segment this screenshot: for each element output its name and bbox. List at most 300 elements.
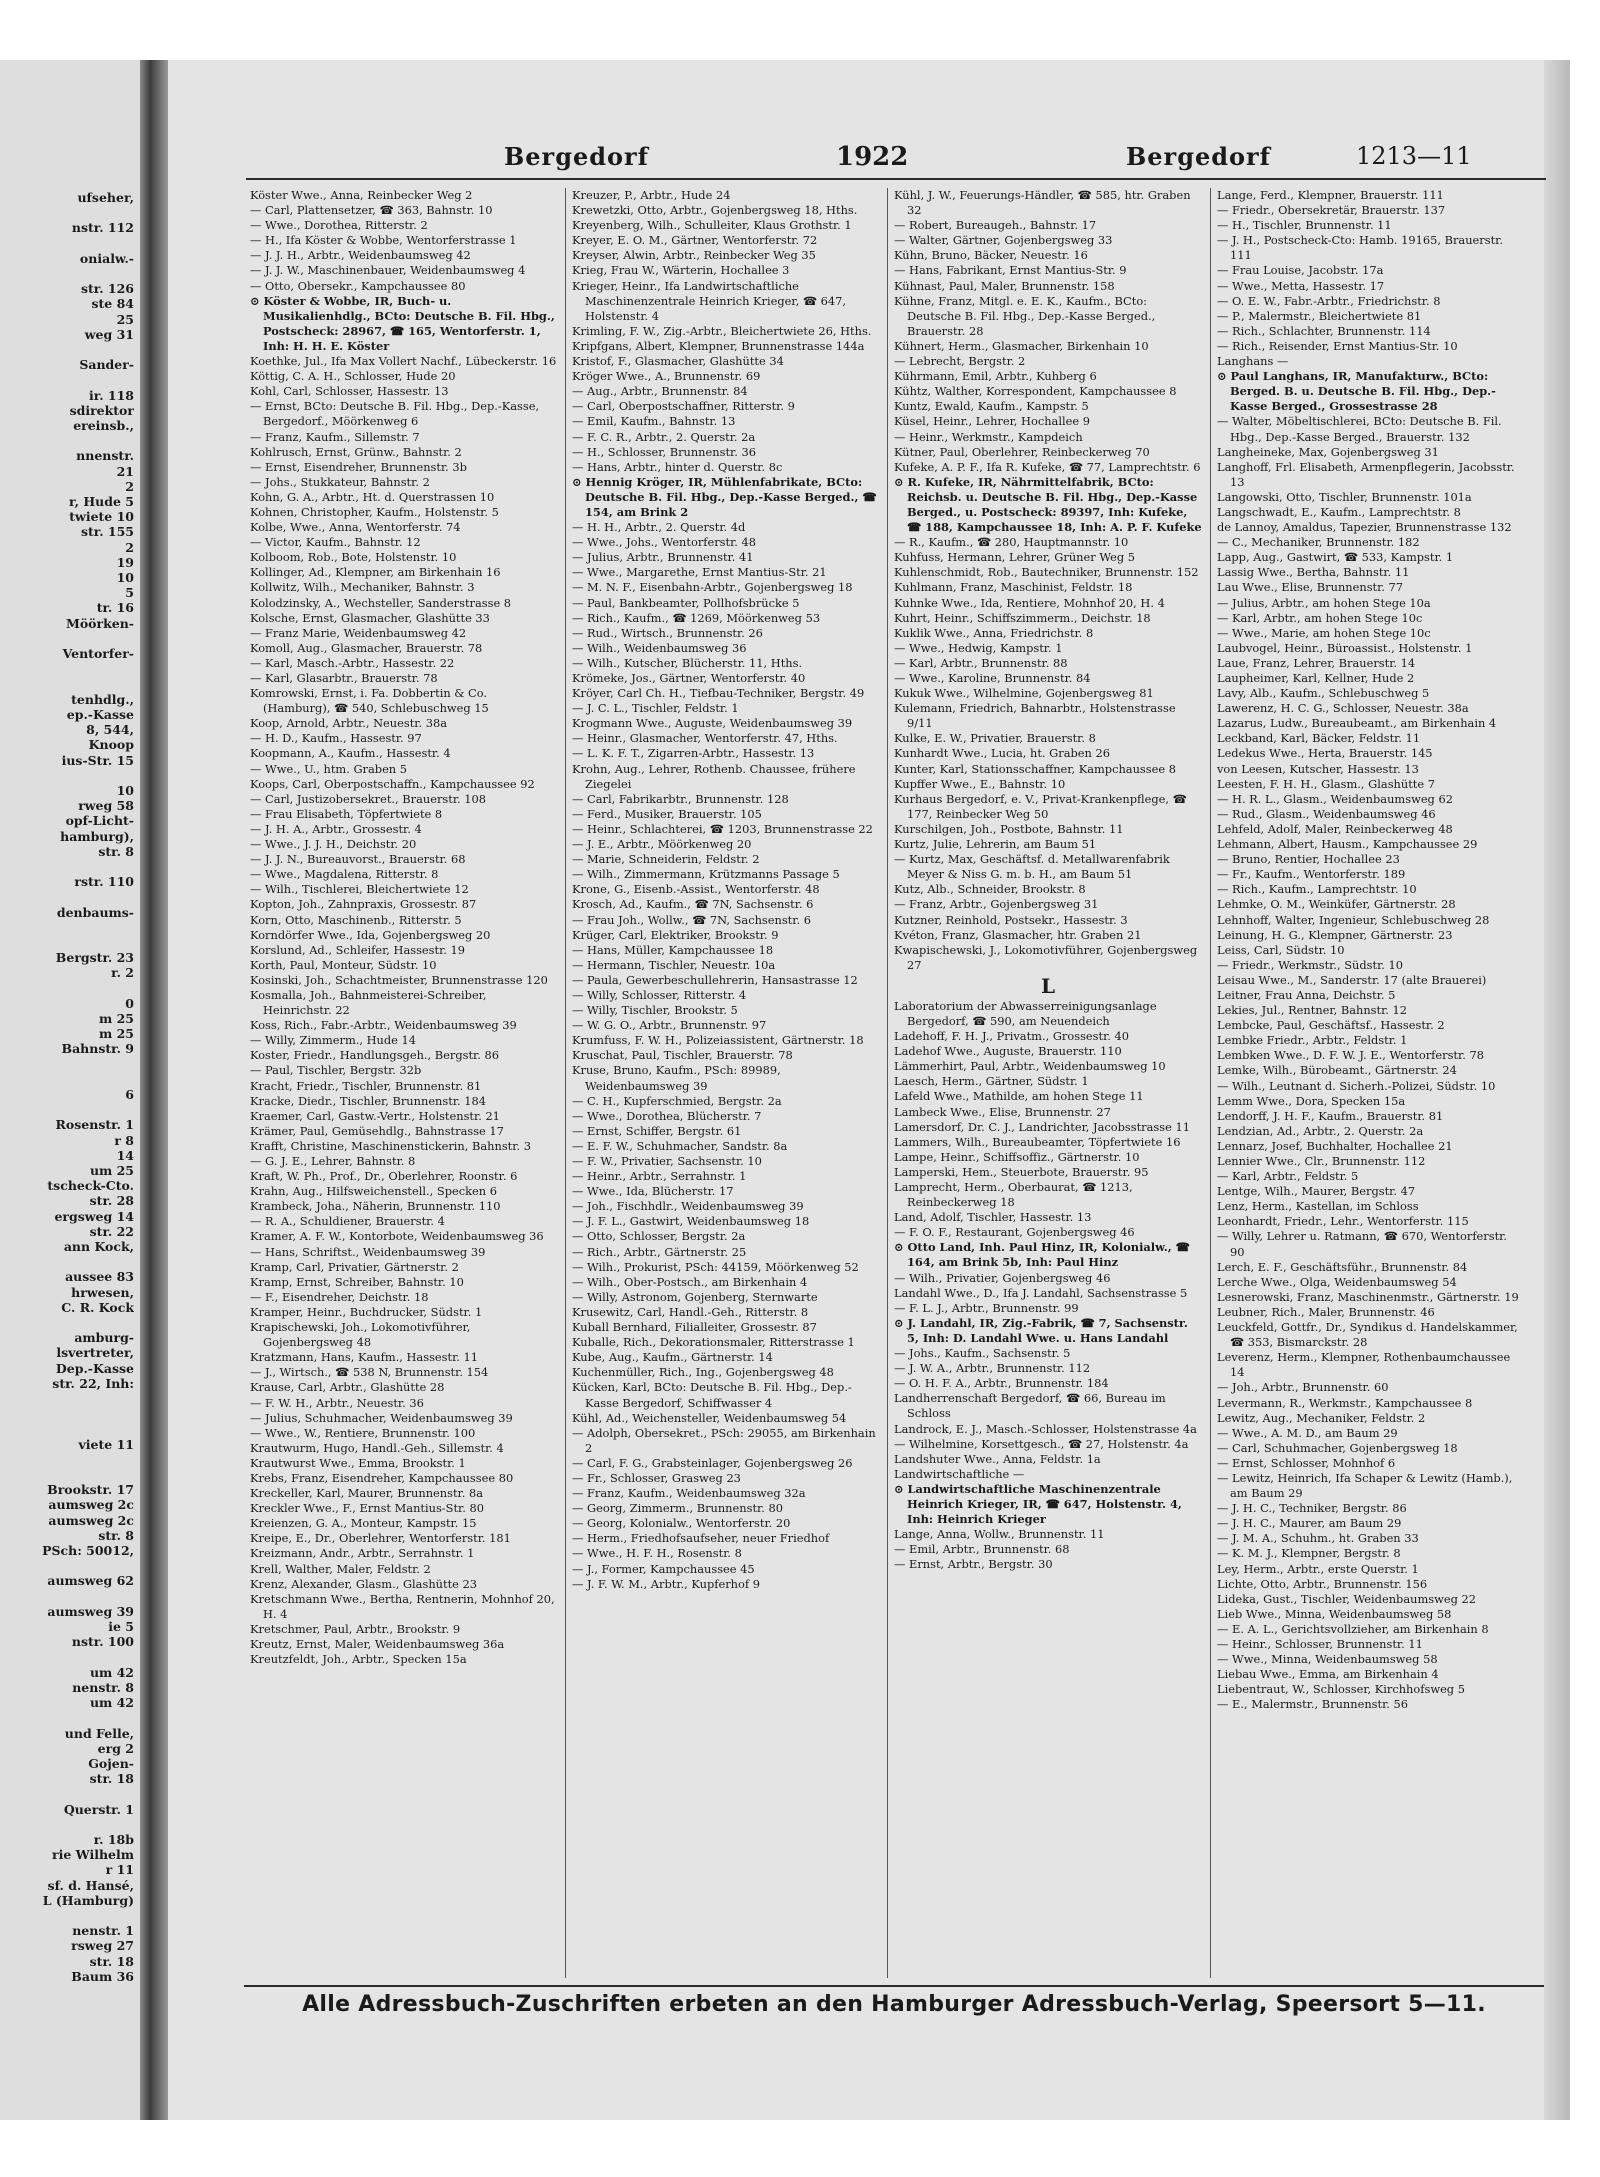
fragment-line: erg 2 — [97, 1740, 134, 1756]
directory-entry: Leisau Wwe., M., Sanderstr. 17 (alte Brauerei) — [1217, 972, 1487, 987]
directory-entry: — Wwe., Minna, Weidenbaumsweg 58 — [1217, 1652, 1438, 1667]
directory-entry: — Georg, Zimmerm., Brunnenstr. 80 — [572, 1501, 783, 1516]
fragment-line — [0, 236, 134, 251]
directory-entry: — F. W., Privatier, Sachsenstr. 10 — [572, 1154, 762, 1168]
directory-entry: — Frau Elisabeth, Töpfertwiete 8 — [250, 806, 443, 821]
publisher-notice: Alle Adressbuch-Zuschriften erbeten an den Hamburger Adressbuch-Verlag, Speersort 5—11. — [302, 1992, 1486, 2017]
directory-entry: Lembken Wwe., D. F. W. J. E., Wentorferstr. 78 — [1217, 1048, 1484, 1063]
fragment-line: 14 — [116, 1147, 134, 1163]
directory-entry: Krogmann Wwe., Auguste, Weidenbaumsweg 39 — [572, 716, 853, 731]
directory-entry: — F. O. F., Restaurant, Gojenbergsweg 46 — [894, 1225, 1135, 1240]
directory-entry: Krenz, Alexander, Glasm., Glashütte 23 — [250, 1576, 478, 1591]
header-rule — [246, 178, 1546, 180]
fragment-line: Brookstr. 17 — [47, 1482, 134, 1498]
directory-entry: Kreutzfeldt, Joh., Arbtr., Specken 15a — [250, 1652, 467, 1667]
directory-entry: — Franz, Kaufm., Weidenbaumsweg 32a — [572, 1486, 806, 1501]
directory-entry: — Wwe., H. F. H., Rosenstr. 8 — [572, 1546, 742, 1561]
directory-entry: — Rud., Wirtsch., Brunnenstr. 26 — [572, 625, 763, 640]
directory-entry: Lendorff, J. H. F., Kaufm., Brauerstr. 81 — [1217, 1108, 1444, 1123]
directory-entry: Kreyer, E. O. M., Gärtner, Wentorferstr. 72 — [572, 233, 818, 248]
fragment-line — [0, 1558, 134, 1573]
directory-entry: — Ernst, Arbtr., Bergstr. 30 — [894, 1557, 1053, 1572]
fragment-line: r 8 — [114, 1132, 134, 1148]
directory-entry: — Julius, Schuhmacher, Weidenbaumsweg 39 — [250, 1410, 513, 1425]
fragment-line: r, Hude 5 — [68, 494, 134, 510]
directory-entry: Lentge, Wilh., Maurer, Bergstr. 47 — [1217, 1184, 1416, 1199]
fragment-line: ep.-Kasse — [66, 706, 134, 722]
directory-entry: — J. J. N., Bureauvorst., Brauerstr. 68 — [250, 852, 466, 867]
directory-entry: — Wwe., W., Rentiere, Brunnenstr. 100 — [250, 1425, 476, 1440]
fragment-line: um 42 — [89, 1664, 134, 1680]
directory-entry: — Carl, Oberpostschaffner, Ritterstr. 9 — [572, 399, 795, 414]
fragment-line: str. 28 — [89, 1193, 134, 1209]
directory-entry: Krahn, Aug., Hilfsweichenstell., Specken 6 — [250, 1184, 497, 1199]
directory-entry: Kutzner, Reinhold, Postsekr., Hassestr. 3 — [894, 912, 1128, 927]
fragment-line: Dep.-Kasse — [55, 1360, 134, 1376]
facing-page-text — [0, 190, 134, 1984]
fragment-line: str. 8 — [98, 1527, 134, 1543]
directory-entry: — Wwe., Karoline, Brunnenstr. 84 — [894, 671, 1091, 685]
fragment-line: onialw.- — [79, 250, 134, 266]
directory-entry: Kripfgans, Albert, Klempner, Brunnenstrasse 144a — [572, 338, 865, 353]
directory-entry: Kücken, Karl, BCto: Deutsche B. Fil. Hbg., Dep.-Kasse Bergedorf, Schiffwasser 4 — [572, 1380, 852, 1410]
directory-entry: Landwirtschaftliche — — [894, 1466, 1025, 1481]
directory-entry: Kolbe, Wwe., Anna, Wentorferstr. 74 — [250, 520, 461, 535]
directory-entry: — Bruno, Rentier, Hochallee 23 — [1217, 852, 1400, 867]
directory-entry: — K. M. J., Klempner, Bergstr. 8 — [1217, 1546, 1401, 1561]
directory-entry: Lembcke, Paul, Geschäftsf., Hassestr. 2 — [1217, 1018, 1445, 1033]
directory-entry: — J., Wirtsch., ☎ 538 N, Brunnenstr. 154 — [250, 1365, 489, 1380]
page-header — [168, 142, 1548, 176]
fragment-line: m 25 — [99, 1010, 134, 1026]
directory-entry: — Rich., Kaufm., Lamprechtstr. 10 — [1217, 882, 1417, 897]
directory-entry: Lesnerowski, Franz, Maschinenmstr., Gärtnerstr. 19 — [1217, 1289, 1519, 1304]
directory-entry: Lennarz, Josef, Buchhalter, Hochallee 21 — [1217, 1138, 1453, 1153]
directory-entry: Korth, Paul, Monteur, Südstr. 10 — [250, 957, 437, 972]
directory-entry: Kruschat, Paul, Tischler, Brauerstr. 78 — [572, 1048, 793, 1063]
column-divider — [1210, 188, 1211, 1978]
directory-entry: Kollinger, Ad., Klempner, am Birkenhain 16 — [250, 565, 501, 580]
directory-entry: — Wilh., Zimmermann, Krützmanns Passage 5 — [572, 867, 840, 882]
fragment-line — [0, 342, 134, 357]
directory-entry: Kosinski, Joh., Schachtmeister, Brunnenstrasse 120 — [250, 972, 548, 987]
directory-entry: Kramp, Ernst, Schreiber, Bahnstr. 10 — [250, 1274, 464, 1289]
fragment-line: opf-Licht- — [65, 813, 134, 829]
fragment-line — [0, 1102, 134, 1117]
fragment-line: denbaums- — [56, 904, 134, 920]
page-shadow — [140, 60, 150, 2120]
directory-entry: Kuklik Wwe., Anna, Friedrichstr. 8 — [894, 625, 1094, 640]
directory-entry: Leuckfeld, Gottfr., Dr., Syndikus d. Handelskammer, ☎ 353, Bismarckstr. 28 — [1217, 1320, 1518, 1350]
directory-entry: — Wilhelmine, Korsettgesch., ☎ 27, Holstenstr. 4a — [894, 1436, 1189, 1451]
directory-entry: — Wwe., Metta, Hassestr. 17 — [1217, 278, 1385, 293]
directory-entry: — Robert, Bureaugeh., Bahnstr. 17 — [894, 218, 1097, 233]
fragment-line: r 11 — [105, 1862, 134, 1878]
directory-page — [168, 60, 1570, 2120]
directory-entry: Landherrenschaft Bergedorf, ☎ 66, Bureau im Schloss — [894, 1391, 1166, 1421]
directory-entry: ⊙ Landwirtschaftliche Maschinenzentrale Heinrich Krieger, IR, ☎ 647, Holstenstr. 4, Inh: Heinrich Krieger — [894, 1481, 1182, 1527]
directory-entry: Leiss, Carl, Südstr. 10 — [1217, 942, 1345, 957]
fragment-line: 0 — [125, 995, 134, 1011]
directory-entry: Kühnert, Herm., Glasmacher, Birkenhain 10 — [894, 338, 1149, 353]
directory-entry: — Willy, Zimmerm., Hude 14 — [250, 1033, 417, 1048]
fragment-line: nstr. 112 — [71, 220, 134, 236]
directory-entry: Kube, Aug., Kaufm., Gärtnerstr. 14 — [572, 1350, 773, 1365]
fragment-line — [0, 372, 134, 387]
directory-entry: — G. J. E., Lehrer, Bahnstr. 8 — [250, 1154, 416, 1168]
fragment-line: Möörken- — [66, 615, 134, 631]
fragment-line: tscheck-Cto. — [47, 1178, 134, 1194]
directory-entry: — Rud., Glasm., Weidenbaumsweg 46 — [1217, 806, 1436, 821]
fragment-line: rstr. 110 — [74, 874, 134, 890]
directory-columns — [250, 188, 1550, 1978]
fragment-line — [0, 981, 134, 996]
fragment-line: um 25 — [89, 1163, 134, 1178]
directory-entry: Lämmerhirt, Paul, Arbtr., Weidenbaumsweg 10 — [894, 1059, 1166, 1074]
directory-entry: Korslund, Ad., Schleifer, Hassestr. 19 — [250, 942, 466, 957]
directory-entry: — Johs., Stukkateur, Bahnstr. 2 — [250, 474, 430, 489]
directory-entry: Kutz, Alb., Schneider, Brookstr. 8 — [894, 882, 1086, 897]
column-4 — [1217, 188, 1525, 1978]
directory-entry: — J. F. L., Gastwirt, Weidenbaumsweg 18 — [572, 1214, 810, 1229]
directory-entry: Kolodzinsky, A., Wechsteller, Sanderstrasse 8 — [250, 595, 512, 610]
directory-entry: Kunter, Karl, Stationsschaffner, Kampchaussee 8 — [894, 761, 1176, 776]
directory-entry: Leverenz, Herm., Klempner, Rothenbaumchaussee 14 — [1217, 1350, 1511, 1380]
directory-entry: Lemm Wwe., Dora, Specken 15a — [1217, 1093, 1406, 1108]
directory-entry: ⊙ Köster & Wobbe, IR, Buch- u. Musikalienhdlg., BCto: Deutsche B. Fil. Hbg., Postscheck: 28967, ☎ 165, Wentorferstr. 1, Inh: H. H. E. Köster — [250, 293, 555, 353]
directory-entry: Kulemann, Friedrich, Bahnarbtr., Holstenstrasse 9/11 — [894, 701, 1176, 731]
directory-entry: — Heinr., Schlosser, Brunnenstr. 11 — [1217, 1637, 1423, 1651]
directory-entry: Lavy, Alb., Kaufm., Schlebuschweg 5 — [1217, 686, 1430, 701]
directory-entry: — J. H. C., Techniker, Bergstr. 86 — [1217, 1501, 1407, 1516]
directory-entry: Kraft, W. Ph., Prof., Dr., Oberlehrer, Roonstr. 6 — [250, 1169, 518, 1184]
directory-entry: Kristof, F., Glasmacher, Glashütte 34 — [572, 354, 784, 369]
directory-entry: Kwapischewski, J., Lokomotivführer, Gojenbergsweg 27 — [894, 942, 1198, 972]
directory-entry: — Marie, Schneiderin, Feldstr. 2 — [572, 852, 760, 867]
directory-entry: — Hans, Schriftst., Weidenbaumsweg 39 — [250, 1244, 486, 1259]
header-year: 1922 — [836, 142, 909, 172]
fragment-line — [0, 433, 134, 448]
directory-entry: — H., Ifa Köster & Wobbe, Wentorferstrasse 1 — [250, 233, 517, 248]
directory-entry: — J. H., Postscheck-Cto: Hamb. 19165, Brauerstr. 111 — [1217, 233, 1503, 263]
directory-entry: Krumfuss, F. W. H., Polizeiassistent, Gärtnerstr. 18 — [572, 1033, 864, 1048]
header-town-right: Bergedorf — [1126, 142, 1272, 171]
directory-entry: — J. J. H., Arbtr., Weidenbaumsweg 42 — [250, 248, 471, 263]
directory-entry: — Carl, Plattensetzer, ☎ 363, Bahnstr. 10 — [250, 203, 493, 218]
directory-entry: Krell, Walther, Maler, Feldstr. 2 — [250, 1561, 431, 1576]
directory-entry: — Karl, Masch.-Arbtr., Hassestr. 22 — [250, 655, 455, 670]
directory-entry: Lideka, Gust., Tischler, Weidenbaumsweg 22 — [1217, 1591, 1477, 1606]
directory-entry: Langschwadt, E., Kaufm., Lamprechtstr. 8 — [1217, 504, 1461, 519]
directory-entry: Lichte, Otto, Arbtr., Brunnenstr. 156 — [1217, 1576, 1428, 1591]
directory-entry: — Wwe., A. M. D., am Baum 29 — [1217, 1425, 1398, 1440]
directory-entry: Kuchenmüller, Rich., Ing., Gojenbergsweg 48 — [572, 1365, 834, 1380]
directory-entry: Laupheimer, Karl, Kellner, Hude 2 — [1217, 671, 1415, 685]
directory-entry: — Lebrecht, Bergstr. 2 — [894, 354, 1026, 369]
book-gutter — [150, 60, 168, 2120]
directory-entry: Kuhnke Wwe., Ida, Rentiere, Mohnhof 20, H. 4 — [894, 595, 1165, 610]
directory-entry: Krause, Carl, Arbtr., Glashütte 28 — [250, 1380, 445, 1395]
directory-entry: Landrock, E. J., Masch.-Schlosser, Holstenstrasse 4a — [894, 1421, 1197, 1436]
directory-entry: Lennier Wwe., Clr., Brunnenstr. 112 — [1217, 1154, 1426, 1168]
directory-entry: Kütner, Paul, Oberlehrer, Reinbeckerweg 70 — [894, 444, 1150, 459]
section-letter: L — [1040, 973, 1056, 998]
directory-entry: — Joh., Arbtr., Brunnenstr. 60 — [1217, 1380, 1389, 1395]
directory-entry: — E., Malermstr., Brunnenstr. 56 — [1217, 1697, 1409, 1712]
directory-entry: — Karl, Arbtr., Brunnenstr. 88 — [894, 655, 1068, 670]
directory-entry: — Heinr., Glasmacher, Wentorferstr. 47, Hths. — [572, 731, 838, 746]
directory-entry: — O. H. F. A., Arbtr., Brunnenstr. 184 — [894, 1376, 1109, 1391]
directory-entry: — H. D., Kaufm., Hassestr. 97 — [250, 731, 422, 746]
directory-entry: — Karl, Glasarbtr., Brauerstr. 78 — [250, 671, 438, 685]
directory-entry: — F. L. J., Arbtr., Brunnenstr. 99 — [894, 1300, 1079, 1315]
directory-entry: — Wilh., Leutnant d. Sicherh.-Polizei, Südstr. 10 — [1217, 1078, 1496, 1093]
directory-entry: Koss, Rich., Fabr.-Arbtr., Weidenbaumsweg 39 — [250, 1018, 517, 1033]
directory-entry: Koethke, Jul., Ifa Max Vollert Nachf., Lübeckerstr. 16 — [250, 354, 557, 369]
directory-entry: Lerche Wwe., Olga, Weidenbaumsweg 54 — [1217, 1274, 1457, 1289]
fragment-line: Sander- — [79, 357, 134, 373]
directory-entry: — Carl, Schuhmacher, Gojenbergsweg 18 — [1217, 1440, 1458, 1455]
directory-entry: — Rich., Reisender, Ernst Mantius-Str. 10 — [1217, 338, 1458, 353]
directory-entry: Kröyer, Carl Ch. H., Tiefbau-Techniker, Bergstr. 49 — [572, 686, 865, 701]
directory-entry: — Wwe., Dorothea, Ritterstr. 2 — [250, 218, 428, 233]
directory-entry: Lerch, E. F., Geschäftsführ., Brunnenstr. 84 — [1217, 1259, 1468, 1274]
directory-entry: Leesten, F. H. H., Glasm., Glashütte 7 — [1217, 776, 1435, 791]
directory-entry: — Rich., Kaufm., ☎ 1269, Möörkenweg 53 — [572, 610, 821, 625]
fragment-line — [0, 1467, 134, 1482]
directory-entry: Kvéton, Franz, Glasmacher, htr. Graben 21 — [894, 927, 1142, 942]
directory-entry: von Leesen, Kutscher, Hassestr. 13 — [1217, 761, 1419, 776]
directory-entry: Langheineke, Max, Gojenbergsweg 31 — [1217, 444, 1439, 459]
fragment-line — [0, 266, 134, 281]
directory-entry: Köttig, C. A. H., Schlosser, Hude 20 — [250, 369, 456, 384]
directory-entry: — J. M. A., Schuhm., ht. Graben 33 — [1217, 1531, 1419, 1546]
directory-entry: Kolsche, Ernst, Glasmacher, Glashütte 33 — [250, 610, 490, 625]
directory-entry: Kuhrt, Heinr., Schiffszimmerm., Deichstr. 18 — [894, 610, 1151, 625]
fragment-line — [0, 1421, 134, 1436]
directory-entry: ⊙ Paul Langhans, IR, Manufakturw., BCto: Berged. B. u. Deutsche B. Fil. Hbg., Dep.-Kasse Berged., Grossestrasse 28 — [1217, 369, 1496, 414]
directory-entry: Korn, Otto, Maschinenb., Ritterstr. 5 — [250, 912, 462, 927]
directory-entry: — Fr., Schlosser, Grasweg 23 — [572, 1470, 741, 1485]
directory-entry: — J., Former, Kampchaussee 45 — [572, 1561, 755, 1576]
fragment-line: r. 18b — [93, 1831, 134, 1847]
header-town-left: Bergedorf — [504, 142, 650, 171]
fragment-line — [0, 1908, 134, 1923]
fragment-line: und Felle, — [64, 1725, 134, 1741]
fragment-line: 10 — [116, 570, 134, 586]
directory-entry: Koop, Arnold, Arbtr., Neuestr. 38a — [250, 716, 448, 731]
directory-entry: Korndörfer Wwe., Ida, Gojenbergsweg 20 — [250, 927, 491, 942]
fragment-line: 19 — [116, 554, 134, 570]
directory-entry: Kühtz, Walther, Korrespondent, Kampchaussee 8 — [894, 384, 1177, 399]
directory-entry: Leubner, Rich., Maler, Brunnenstr. 46 — [1217, 1304, 1435, 1319]
directory-entry: Leonhardt, Friedr., Lehr., Wentorferstr. 115 — [1217, 1214, 1469, 1229]
directory-entry: Lembke Friedr., Arbtr., Feldstr. 1 — [1217, 1033, 1408, 1048]
directory-entry: Kröger Wwe., A., Brunnenstr. 69 — [572, 369, 761, 384]
directory-entry: Leinung, H. G., Klempner, Gärtnerstr. 23 — [1217, 927, 1453, 942]
directory-entry: Kreienzen, G. A., Monteur, Kampstr. 15 — [250, 1516, 477, 1531]
directory-entry: Lekies, Jul., Rentner, Bahnstr. 12 — [1217, 1003, 1408, 1018]
directory-entry: Kurschilgen, Joh., Postbote, Bahnstr. 11 — [894, 821, 1124, 836]
directory-entry: Lawerenz, H. C. G., Schlosser, Neuestr. 38a — [1217, 701, 1469, 716]
directory-entry: Laesch, Herm., Gärtner, Südstr. 1 — [894, 1074, 1089, 1089]
directory-entry: — J. J. W., Maschinenbauer, Weidenbaumsweg 4 — [250, 263, 526, 278]
fragment-line: str. 18 — [89, 1771, 134, 1787]
directory-entry: — F. W. H., Arbtr., Neuestr. 36 — [250, 1395, 424, 1410]
fragment-line: str. 18 — [89, 1953, 134, 1969]
fragment-line: Rosenstr. 1 — [55, 1117, 134, 1133]
fragment-line: rie Wilhelm — [52, 1847, 134, 1863]
directory-entry: — P., Malermstr., Bleichertwiete 81 — [1217, 308, 1422, 323]
directory-entry: — Walter, Gärtner, Gojenbergsweg 33 — [894, 233, 1113, 248]
directory-entry: Kreyser, Alwin, Arbtr., Reinbecker Weg 35 — [572, 248, 816, 263]
fragment-line: Ventorfer- — [62, 646, 134, 662]
directory-entry: de Lannoy, Amaldus, Tapezier, Brunnenstrasse 132 — [1217, 520, 1512, 535]
fragment-line: lsvertreter, — [56, 1345, 134, 1361]
directory-entry: Lampe, Heinr., Schiffsoffiz., Gärtnerstr. 10 — [894, 1149, 1140, 1164]
directory-entry: Laue, Franz, Lehrer, Brauerstr. 14 — [1217, 655, 1416, 670]
directory-entry: — Wilh., Privatier, Gojenbergsweg 46 — [894, 1270, 1111, 1285]
directory-entry: Ladehoff, F. H. J., Privatm., Grossestr. 40 — [894, 1029, 1130, 1044]
fragment-line: ius-Str. 15 — [61, 752, 134, 768]
fragment-line — [0, 205, 134, 220]
directory-entry: Kreuzer, P., Arbtr., Hude 24 — [572, 188, 731, 202]
directory-entry: Kolboom, Rob., Bote, Holstenstr. 10 — [250, 550, 457, 565]
fragment-line — [0, 920, 134, 935]
directory-entry: Ley, Herm., Arbtr., erste Querstr. 1 — [1217, 1561, 1419, 1576]
directory-entry: Lehmann, Albert, Hausm., Kampchaussee 29 — [1217, 837, 1478, 852]
directory-entry: Kreckler Wwe., F., Ernst Mantius-Str. 80 — [250, 1501, 484, 1516]
directory-entry: Komrowski, Ernst, i. Fa. Dobbertin & Co. (Hamburg), ☎ 540, Schlebuschweg 15 — [250, 686, 489, 716]
fragment-line: 2 — [125, 539, 134, 555]
directory-entry: Lange, Anna, Wollw., Brunnenstr. 11 — [894, 1527, 1105, 1542]
fragment-line — [0, 1650, 134, 1665]
directory-entry: — Victor, Kaufm., Bahnstr. 12 — [250, 535, 421, 550]
directory-entry: Kramer, A. F. W., Kontorbote, Weidenbaumsweg 36 — [250, 1229, 544, 1244]
directory-entry: Krapischewski, Joh., Lokomotivführer, Gojenbergsweg 48 — [250, 1320, 471, 1350]
fragment-line — [0, 1315, 134, 1330]
directory-entry: — Emil, Kaufm., Bahnstr. 13 — [572, 414, 736, 429]
directory-entry: Kupffer Wwe., E., Bahnstr. 10 — [894, 776, 1066, 791]
directory-entry: Kühl, Ad., Weichensteller, Weidenbaumsweg 54 — [572, 1410, 847, 1425]
directory-entry: Krambeck, Joha., Näherin, Brunnenstr. 110 — [250, 1199, 501, 1214]
fragment-line: aumsweg 2c — [48, 1512, 134, 1528]
fragment-line: rweg 58 — [78, 798, 134, 814]
fragment-line: 2 — [125, 478, 134, 494]
directory-entry: Landshuter Wwe., Anna, Feldstr. 1a — [894, 1451, 1101, 1466]
directory-entry: Kurtz, Julie, Lehrerin, am Baum 51 — [894, 837, 1097, 852]
directory-entry: Koster, Friedr., Handlungsgeh., Bergstr. 86 — [250, 1048, 499, 1063]
directory-entry: Lafeld Wwe., Mathilde, am hohen Stege 11 — [894, 1089, 1144, 1104]
fragment-line: hamburg), — [60, 828, 134, 844]
directory-entry: Lenz, Herm., Kastellan, im Schloss — [1217, 1199, 1419, 1214]
fragment-line: tenhdlg., — [71, 691, 134, 707]
fragment-line — [0, 1817, 134, 1832]
directory-entry: — Wilh., Tischlerei, Bleichertwiete 12 — [250, 882, 469, 897]
fragment-line — [0, 1786, 134, 1801]
fragment-line: aussee 83 — [65, 1269, 134, 1285]
directory-entry: Kraemer, Carl, Gastw.-Vertr., Holstenstr. 21 — [250, 1108, 500, 1123]
fragment-line: ereinsb., — [73, 418, 134, 434]
directory-entry: Kunhardt Wwe., Lucia, ht. Graben 26 — [894, 746, 1110, 761]
directory-entry: — Heinr., Werkmstr., Kampdeich — [894, 429, 1083, 444]
directory-entry: ⊙ R. Kufeke, IR, Nährmittelfabrik, BCto: Reichsb. u. Deutsche B. Fil. Hbg., Dep.-Kasse Berged., u. Postscheck: 89397, Inh: Kufeke, ☎ 188, Kampchaussee 18, Inh: A. P. F. Kufeke — [894, 474, 1202, 535]
column-1 — [250, 188, 558, 1978]
directory-entry: — R. A., Schuldiener, Brauerstr. 4 — [250, 1214, 445, 1229]
directory-entry: — Georg, Kolonialw., Wentorferstr. 20 — [572, 1516, 791, 1531]
directory-entry: Krewetzki, Otto, Arbtr., Gojenbergsweg 18, Hths. — [572, 203, 858, 218]
directory-entry: — Paul, Bankbeamter, Pollhofsbrücke 5 — [572, 595, 800, 610]
directory-entry: Leitner, Frau Anna, Deichstr. 5 — [1217, 987, 1396, 1002]
directory-entry: — Wwe., U., htm. Graben 5 — [250, 761, 408, 776]
directory-entry: Krafft, Christine, Maschinenstickerin, Bahnstr. 3 — [250, 1138, 531, 1153]
fragment-line: aumsweg 39 — [47, 1603, 134, 1619]
directory-entry: — Frau Joh., Wollw., ☎ 7N, Sachsenstr. 6 — [572, 912, 811, 927]
directory-entry: Lewitz, Aug., Mechaniker, Feldstr. 2 — [1217, 1410, 1426, 1425]
directory-entry: — Friedr., Obersekretär, Brauerstr. 137 — [1217, 203, 1446, 218]
directory-entry: — Rich., Schlachter, Brunnenstr. 114 — [1217, 323, 1431, 338]
directory-entry: Langowski, Otto, Tischler, Brunnenstr. 101a — [1217, 489, 1472, 504]
directory-entry: Koopmann, A., Kaufm., Hassestr. 4 — [250, 746, 451, 761]
directory-entry: Kratzmann, Hans, Kaufm., Hassestr. 11 — [250, 1350, 479, 1365]
directory-entry: — Fr., Kaufm., Wentorferstr. 189 — [1217, 867, 1406, 882]
directory-entry: — Aug., Arbtr., Brunnenstr. 84 — [572, 384, 748, 399]
directory-entry: Kuhlenschmidt, Rob., Bautechniker, Brunnenstr. 152 — [894, 565, 1199, 580]
directory-entry: — Otto, Obersekr., Kampchaussee 80 — [250, 278, 466, 293]
directory-entry: — Adolph, Obersekret., PSch: 29055, am Birkenhain 2 — [572, 1425, 876, 1455]
directory-entry: Kühn, Bruno, Bäcker, Neuestr. 16 — [894, 248, 1088, 263]
directory-entry: — Ferd., Musiker, Brauerstr. 105 — [572, 806, 762, 821]
directory-entry: Lamprecht, Herm., Oberbaurat, ☎ 1213, Reinbeckerweg 18 — [894, 1180, 1133, 1210]
directory-entry: Komoll, Aug., Glasmacher, Brauerstr. 78 — [250, 640, 483, 655]
directory-entry: Kuballe, Rich., Dekorationsmaler, Ritterstrasse 1 — [572, 1335, 855, 1350]
fragment-line: nenstr. 1 — [72, 1923, 134, 1939]
directory-entry: — H., Schlosser, Brunnenstr. 36 — [572, 444, 756, 459]
directory-entry: — Wwe., J. J. H., Deichstr. 20 — [250, 837, 417, 852]
directory-entry: — Wwe., Ida, Blücherstr. 17 — [572, 1184, 734, 1199]
directory-entry: — H. H., Arbtr., 2. Querstr. 4d — [572, 520, 746, 535]
directory-entry: — Karl, Arbtr., Feldstr. 5 — [1217, 1169, 1359, 1184]
directory-entry: Kramper, Heinr., Buchdrucker, Südstr. 1 — [250, 1304, 483, 1319]
fragment-line: rsweg 27 — [71, 1938, 134, 1954]
directory-entry: Lemke, Wilh., Bürobeamt., Gärtnerstr. 24 — [1217, 1063, 1457, 1078]
directory-entry: — Wwe., Margarethe, Ernst Mantius-Str. 21 — [572, 565, 827, 580]
directory-entry: Land, Adolf, Tischler, Hassestr. 13 — [894, 1210, 1092, 1225]
directory-entry: — O. E. W., Fabr.-Arbtr., Friedrichstr. 8 — [1217, 293, 1441, 308]
fragment-line: str. 126 — [80, 281, 134, 297]
directory-entry: ⊙ J. Landahl, IR, Zig.-Fabrik, ☎ 7, Sachsenstr. 5, Inh: D. Landahl Wwe. u. Hans Landahl — [894, 1315, 1188, 1345]
directory-entry: — Kurtz, Max, Geschäftsf. d. Metallwarenfabrik Meyer & Niss G. m. b. H., am Baum 51 — [894, 852, 1170, 882]
fragment-line: ergsweg 14 — [54, 1208, 134, 1224]
fragment-line — [0, 1057, 134, 1072]
directory-entry: ⊙ Hennig Kröger, IR, Mühlenfabrikate, BCto: Deutsche B. Fil. Hbg., Dep.-Kasse Berged., ☎ 154, am Brink 2 — [572, 474, 877, 519]
directory-entry: — H. R. L., Glasm., Weidenbaumsweg 62 — [1217, 791, 1453, 806]
directory-entry: — J. H. A., Arbtr., Grossestr. 4 — [250, 821, 422, 836]
directory-entry: Liebau Wwe., Emma, am Birkenhain 4 — [1217, 1667, 1439, 1682]
directory-entry: Kohlrusch, Ernst, Grünw., Bahnstr. 2 — [250, 444, 462, 459]
directory-entry: — Carl, Justizobersekret., Brauerstr. 108 — [250, 791, 486, 806]
directory-entry: Laubvogel, Heinr., Büroassist., Holstenstr. 1 — [1217, 640, 1473, 655]
directory-entry: Kurhaus Bergedorf, e. V., Privat-Krankenpflege, ☎ 177, Reinbecker Weg 50 — [894, 791, 1187, 821]
fragment-line: ste 84 — [91, 296, 134, 312]
directory-entry: Krieger, Heinr., Ifa Landwirtschaftliche Maschinenzentrale Heinrich Krieger, ☎ 647, Holstenstr. 4 — [572, 278, 847, 323]
directory-entry: Landahl Wwe., D., Ifa J. Landahl, Sachsenstrasse 5 — [894, 1285, 1188, 1300]
fragment-line: 21 — [116, 463, 134, 479]
directory-entry: Köster Wwe., Anna, Reinbecker Weg 2 — [250, 188, 473, 202]
directory-entry: — Heinr., Schlachterei, ☎ 1203, Brunnenstrasse 22 — [572, 821, 873, 836]
directory-entry: — Walter, Möbeltischlerei, BCto: Deutsche B. Fil. Hbg., Dep.-Kasse Berged., Brauerstr. 132 — [1217, 414, 1502, 444]
directory-entry: — Ernst, Schlosser, Mohnhof 6 — [1217, 1455, 1396, 1470]
